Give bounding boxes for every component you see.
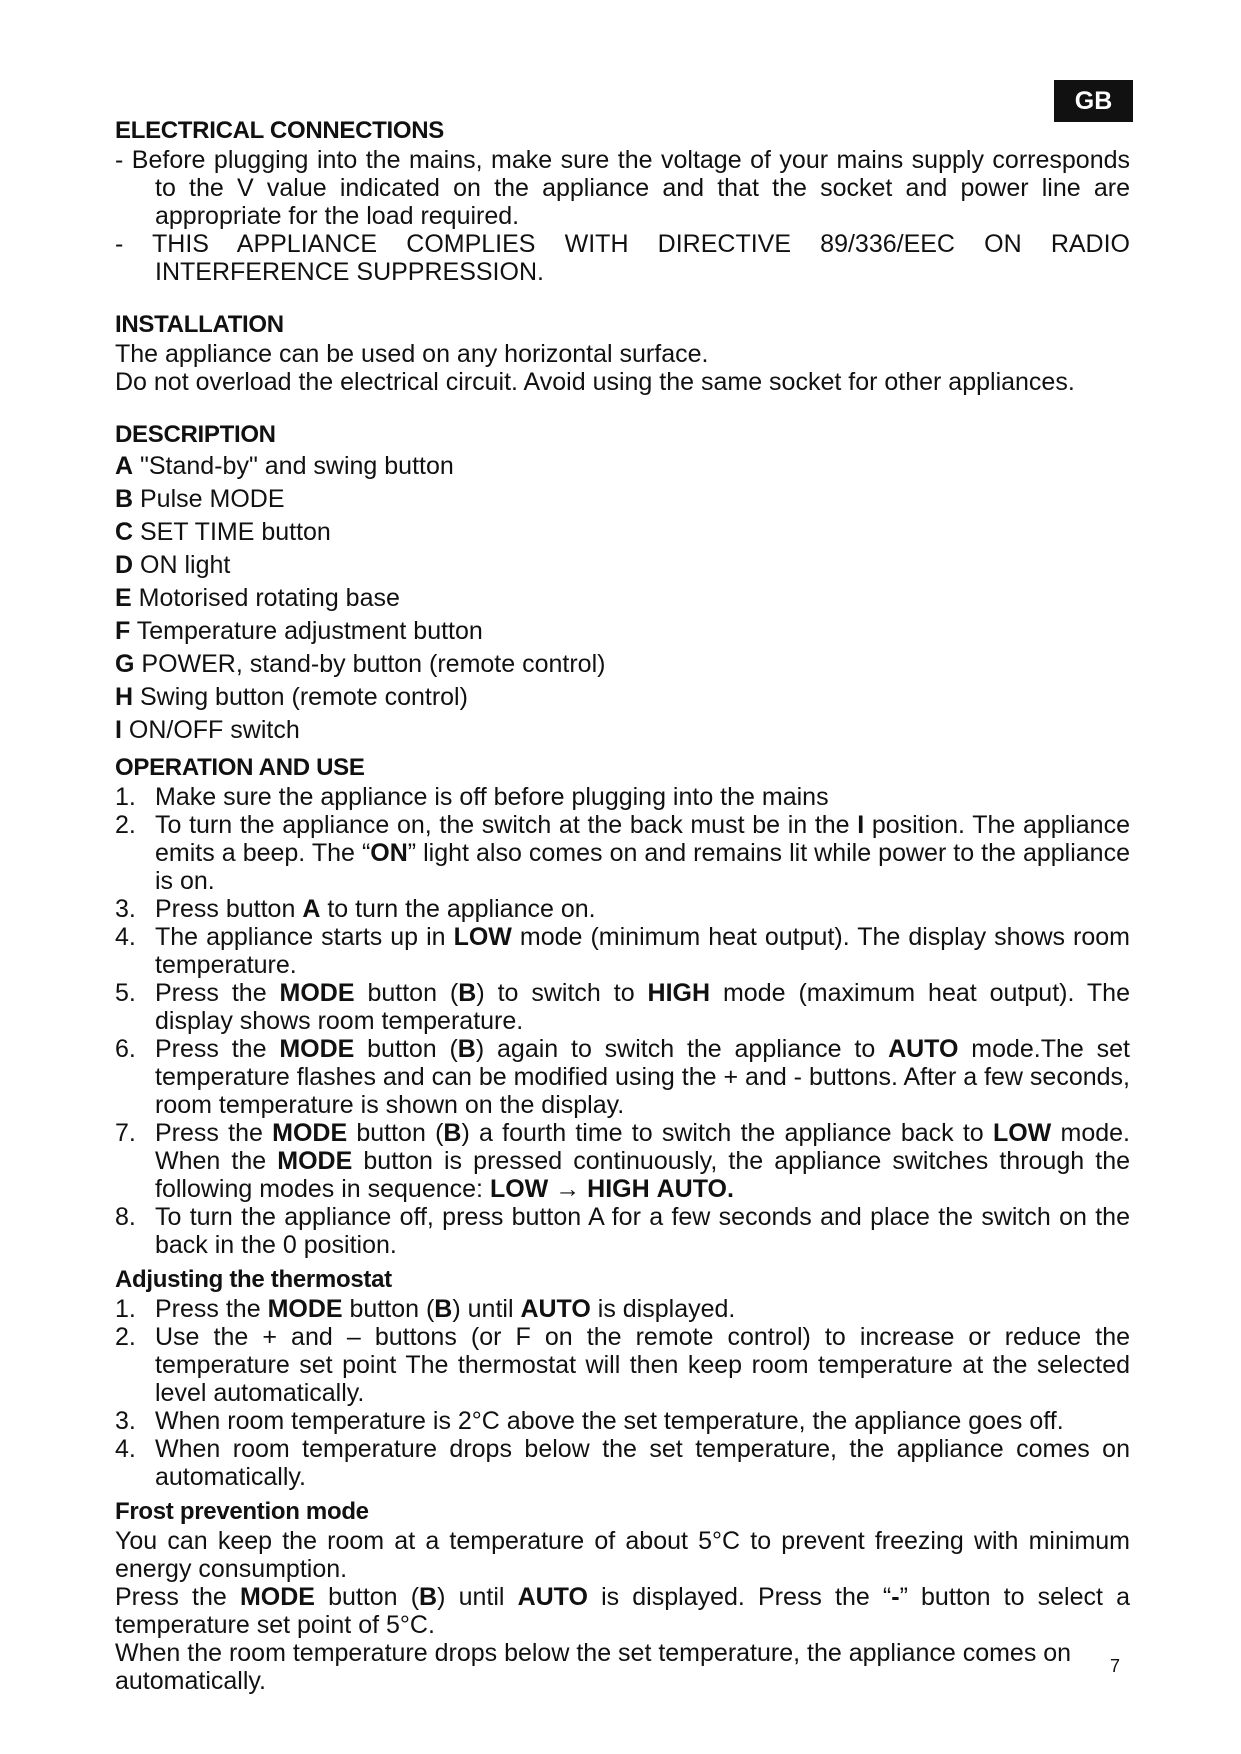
bold-term: I xyxy=(857,811,865,839)
bold-term: B xyxy=(457,1035,476,1063)
list-item xyxy=(115,783,1130,811)
text-run: button is pressed continuously, the appliance switches through the following modes in sequence: xyxy=(155,1147,1130,1203)
text-run: Press the xyxy=(155,1295,268,1323)
bold-term: MODE xyxy=(267,1295,343,1323)
description-key: A xyxy=(115,452,134,480)
language-badge: GB xyxy=(1054,80,1133,122)
description-item xyxy=(115,483,1130,516)
description-key: D xyxy=(115,551,134,579)
text-run: ” button to select a temperature set point of 5°C. xyxy=(115,1583,1130,1639)
bold-term: B xyxy=(443,1119,462,1147)
bold-term: MODE xyxy=(239,1583,315,1611)
bold-term: HIGH xyxy=(587,1175,650,1203)
list-item-number: 7. xyxy=(115,1119,136,1147)
list-item xyxy=(115,1203,1130,1259)
text-run: button ( xyxy=(354,1035,458,1063)
text-run: button ( xyxy=(347,1119,444,1147)
manual-page xyxy=(115,80,1130,1695)
list-item-text xyxy=(155,1119,1130,1203)
list-item xyxy=(115,979,1130,1035)
text-run: button ( xyxy=(342,1295,435,1323)
list-item-text xyxy=(155,895,1130,923)
description-item xyxy=(115,681,1130,714)
list-item xyxy=(115,923,1130,979)
electrical-item xyxy=(115,230,1130,286)
list-item xyxy=(115,1407,1130,1435)
list-item xyxy=(115,1323,1130,1407)
list-item xyxy=(115,1119,1130,1203)
list-item-number: 2. xyxy=(115,811,136,839)
list-item-number: 1. xyxy=(115,1295,136,1323)
text-run: Press the xyxy=(155,1035,280,1063)
list-item-text xyxy=(155,979,1130,1035)
bold-term: LOW xyxy=(489,1175,549,1203)
list-item-text xyxy=(155,1295,1130,1323)
text-run: Press the xyxy=(115,1583,240,1611)
description-key: B xyxy=(115,485,134,513)
thermostat-list xyxy=(115,1295,1130,1491)
text-run: position. The appliance emits a beep. The “ xyxy=(155,811,1130,867)
text-run: When room temperature drops below the set temperature, the appliance comes on automatically. xyxy=(155,1435,1130,1491)
text-run: Press the xyxy=(155,1119,273,1147)
bold-term: LOW xyxy=(992,1119,1052,1147)
bold-term: HIGH xyxy=(647,979,711,1007)
list-item-text xyxy=(155,783,1130,811)
description-text: SET TIME button xyxy=(133,518,331,546)
description-item xyxy=(115,648,1130,681)
description-key: C xyxy=(115,518,134,546)
description-section xyxy=(115,420,1130,747)
frost-paragraph: You can keep the room at a temperature of about 5°C to prevent freezing with minimum energy consumption. xyxy=(115,1527,1130,1583)
description-list xyxy=(115,450,1130,747)
bold-term: - xyxy=(891,1583,900,1611)
operation-list xyxy=(115,783,1130,1259)
list-item-number: 4. xyxy=(115,923,136,951)
thermostat-title: Adjusting the thermostat xyxy=(115,1266,392,1293)
description-text: "Stand-by" and swing button xyxy=(133,452,454,480)
description-item xyxy=(115,615,1130,648)
text-run: mode.The set temperature flashes and can be modified using the + and - buttons. After a few seconds, room temperature is shown on the display. xyxy=(155,1035,1130,1119)
description-text: POWER, stand-by button (remote control) xyxy=(134,650,606,678)
description-item xyxy=(115,714,1130,747)
text-run: To turn the appliance off, press button A for a few seconds and place the switch on the back in the 0 position. xyxy=(155,1203,1130,1259)
list-item-number: 8. xyxy=(115,1203,136,1231)
text-run: To turn the appliance on, the switch at the back must be in the xyxy=(155,811,858,839)
list-item xyxy=(115,1435,1130,1491)
electrical-title: ELECTRICAL CONNECTIONS xyxy=(115,117,444,144)
bold-term: LOW xyxy=(453,923,512,951)
list-item-number: 3. xyxy=(115,1407,136,1435)
text-run: When room temperature is 2°C above the set temperature, the appliance goes off. xyxy=(155,1407,1064,1435)
bold-term: ON xyxy=(370,839,408,867)
text-run: button ( xyxy=(354,979,459,1007)
list-item-text xyxy=(155,923,1130,979)
description-item xyxy=(115,516,1130,549)
frost-title: Frost prevention mode xyxy=(115,1498,369,1525)
list-item-number: 1. xyxy=(115,783,136,811)
bold-term: MODE xyxy=(277,1147,353,1175)
description-item xyxy=(115,549,1130,582)
text-run: ) until xyxy=(437,1583,518,1611)
description-key: I xyxy=(115,716,122,744)
text-run: Press the xyxy=(155,979,280,1007)
description-text: Pulse MODE xyxy=(133,485,285,513)
text-run: The appliance starts up in xyxy=(155,923,454,951)
list-item-text xyxy=(155,1407,1130,1435)
list-item-number: 4. xyxy=(115,1435,136,1463)
description-title: DESCRIPTION xyxy=(115,421,276,448)
list-item xyxy=(115,1035,1130,1119)
description-key: H xyxy=(115,683,134,711)
page-number: 7 xyxy=(1110,1656,1121,1676)
frost-paragraph xyxy=(115,1583,1130,1639)
bold-term: MODE xyxy=(279,979,355,1007)
text-run: to turn the appliance on. xyxy=(320,895,596,923)
text-run: ) until xyxy=(452,1295,521,1323)
thermostat-section xyxy=(115,1265,1130,1491)
text-run: ) to switch to xyxy=(476,979,648,1007)
electrical-item-text: - Before plugging into the mains, make sure the voltage of your mains supply corresponds to the V value indicated on the appliance and that the socket and power line are appropriate for the load required. xyxy=(115,146,1130,230)
text-run: mode. When the xyxy=(155,1119,1130,1175)
text-run: button ( xyxy=(314,1583,420,1611)
list-item-text xyxy=(155,811,1130,895)
description-text: Swing button (remote control) xyxy=(133,683,468,711)
electrical-section xyxy=(115,116,1130,286)
description-key: E xyxy=(115,584,132,612)
list-item-text xyxy=(155,1323,1130,1407)
bold-term: A xyxy=(302,895,321,923)
bold-term: AUTO. xyxy=(656,1175,734,1203)
text-run: mode (minimum heat output). The display shows room temperature. xyxy=(155,923,1130,979)
text-run: mode (maximum heat output). The display shows room temperature. xyxy=(155,979,1130,1035)
description-text: Temperature adjustment button xyxy=(130,617,483,645)
description-text: ON light xyxy=(133,551,231,579)
list-item-text xyxy=(155,1435,1130,1491)
description-item xyxy=(115,582,1130,615)
description-text: ON/OFF switch xyxy=(121,716,300,744)
electrical-item-text: - THIS APPLIANCE COMPLIES WITH DIRECTIVE 89/336/EEC ON RADIO INTERFERENCE SUPPRESSION. xyxy=(115,230,1130,286)
list-item xyxy=(115,1295,1130,1323)
text-run: ) a fourth time to switch the appliance back to xyxy=(461,1119,993,1147)
bold-term: B xyxy=(419,1583,438,1611)
text-run xyxy=(650,1175,657,1203)
frost-paragraph: When the room temperature drops below the set temperature, the appliance comes on automatically. xyxy=(115,1639,1072,1695)
list-item-number: 2. xyxy=(115,1323,136,1351)
bold-term: MODE xyxy=(279,1035,355,1063)
description-key: F xyxy=(115,617,131,645)
description-item xyxy=(115,450,1130,483)
bold-term: AUTO xyxy=(888,1035,959,1063)
list-item-text xyxy=(155,1035,1130,1119)
text-run: ) again to switch the appliance to xyxy=(475,1035,889,1063)
list-item-text xyxy=(155,1203,1130,1259)
installation-line: The appliance can be used on any horizontal surface. xyxy=(115,340,709,368)
description-text: Motorised rotating base xyxy=(131,584,400,612)
text-run: ” light also comes on and remains lit while power to the appliance is on. xyxy=(155,839,1130,895)
list-item-number: 5. xyxy=(115,979,136,1007)
text-run: Press button xyxy=(155,895,303,923)
list-item-number: 3. xyxy=(115,895,136,923)
text-run: Make sure the appliance is off before plugging into the mains xyxy=(155,783,829,811)
installation-line: Do not overload the electrical circuit. Avoid using the same socket for other appliances. xyxy=(115,368,1075,396)
list-item xyxy=(115,811,1130,895)
text-run: → xyxy=(548,1175,588,1203)
description-key: G xyxy=(115,650,135,678)
bold-term: B xyxy=(458,979,477,1007)
bold-term: MODE xyxy=(272,1119,348,1147)
frost-section xyxy=(115,1497,1130,1695)
bold-term: AUTO xyxy=(517,1583,588,1611)
bold-term: AUTO xyxy=(520,1295,591,1323)
text-run: is displayed. Press the “ xyxy=(587,1583,892,1611)
text-run: Use the + and – buttons (or F on the remote control) to increase or reduce the temperature set point The thermostat will then keep room temperature at the selected level automatically. xyxy=(155,1323,1130,1407)
installation-section xyxy=(115,310,1130,396)
list-item xyxy=(115,895,1130,923)
electrical-item xyxy=(115,146,1130,230)
installation-title: INSTALLATION xyxy=(115,311,284,338)
operation-title: OPERATION AND USE xyxy=(115,754,365,781)
bold-term: B xyxy=(434,1295,453,1323)
list-item-number: 6. xyxy=(115,1035,136,1063)
operation-section xyxy=(115,753,1130,1259)
text-run: is displayed. xyxy=(590,1295,736,1323)
